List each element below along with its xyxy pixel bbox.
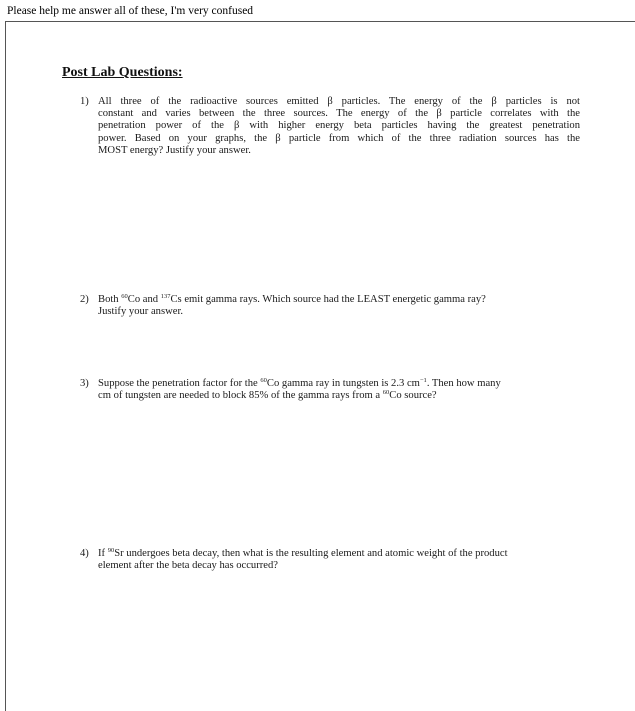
question-number: 4) (80, 548, 89, 559)
question-text-line: element after the beta decay has occurred? (98, 560, 278, 572)
question-request-text: Please help me answer all of these, I'm very confused (7, 5, 254, 17)
question-number: 3) (80, 378, 89, 389)
isotope-mass-number: 60 (382, 389, 390, 397)
question-text-line: Suppose the penetration factor for the $^{60}$Co gamma ray in tungsten is 2.3 $cm^{-1}$. Then how many (98, 377, 501, 389)
isotope-mass-number: 90 (107, 547, 115, 554)
question-number: 1) (80, 96, 89, 107)
question-4 (80, 548, 580, 572)
question-text-line: Both $^{60}$Co and $^{137}$Cs emit gamma rays. Which source had the LEAST energetic gamma ray? (98, 293, 486, 305)
question-text-line: penetration power of the β with higher energy beta particles having the greatest penetration (98, 120, 580, 132)
question-text-line: constant and varies between the three sources. The energy of the β particle correlates with the (98, 108, 580, 120)
question-text-line: power. Based on your graphs, the β particle from which of the three radiation sources has the (98, 132, 580, 144)
isotope-mass-number: 60 (121, 293, 128, 300)
isotope-mass-number: 60 (260, 377, 267, 384)
unit-exponent: −1 (419, 377, 427, 384)
question-text-line: If $^{90}$Sr undergoes beta decay, then what is the resulting element and atomic weight of the product (98, 547, 508, 559)
question-text-line: All three of the radioactive sources emitted β particles. The energy of the β particles is not (98, 96, 580, 107)
question-text-line: Justify your answer. (98, 306, 184, 318)
question-text-line: cm of tungsten are needed to block 85% of the gamma rays from a $^{60}$Co source? (98, 389, 437, 402)
question-1 (80, 96, 580, 157)
question-number: 2) (80, 294, 89, 305)
isotope-mass-number: 137 (160, 293, 171, 300)
question-2 (80, 294, 580, 318)
section-title: Post Lab Questions: (62, 65, 183, 80)
question-text-line: MOST energy? Justify your answer. (98, 144, 251, 156)
question-3 (80, 378, 580, 402)
